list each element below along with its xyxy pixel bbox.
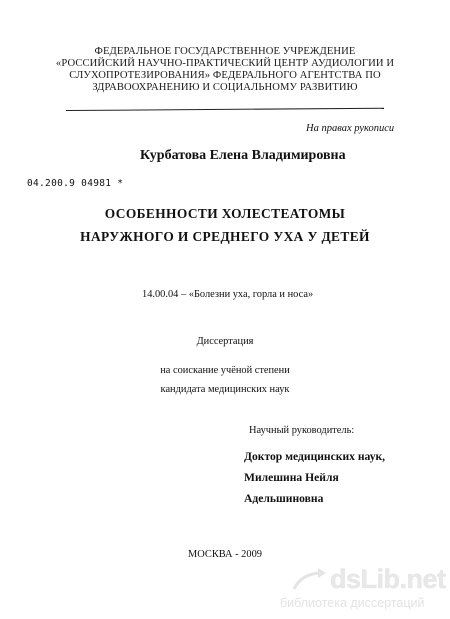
- author-name: Курбатова Елена Владимировна: [140, 148, 346, 163]
- supervisor-degree: Доктор медицинских наук,: [244, 450, 386, 463]
- title-line-1: ОСОБЕННОСТИ ХОЛЕСТЕАТОМЫ: [104, 206, 346, 221]
- title-line-2: НАРУЖНОГО И СРЕДНЕГО УХА У ДЕТЕЙ: [80, 229, 370, 244]
- watermark: [282, 560, 448, 616]
- supervisor-label: Научный руководитель:: [249, 425, 355, 436]
- rights-note: На правах рукописи: [306, 123, 395, 134]
- supervisor-name-line-1: Милешина Нейля: [244, 471, 339, 484]
- watermark-arrow-icon: [292, 567, 328, 593]
- degree-line-1: на соискание учёной степени: [160, 365, 290, 376]
- header-divider: [66, 108, 384, 111]
- supervisor-name-line-2: Адельшиновна: [244, 492, 324, 505]
- institution-line-2: «РОССИЙСКИЙ НАУЧНО-ПРАКТИЧЕСКИЙ ЦЕНТР АУДИОЛОГИИ И: [55, 58, 395, 69]
- document-type: Диссертация: [196, 336, 254, 347]
- watermark-logo: dsLib.net: [330, 564, 446, 594]
- degree-line-2: кандидата медицинских наук: [160, 384, 290, 395]
- specialty: 14.00.04 – «Болезни уха, горла и носа»: [142, 289, 314, 300]
- city-year: МОСКВА - 2009: [188, 549, 262, 560]
- institution-line-3: СЛУХОПРОТЕЗИРОВАНИЯ» ФЕДЕРАЛЬНОГО АГЕНТСТВА ПО: [69, 70, 381, 81]
- institution-line-4: ЗДРАВООХРАНЕНИЮ И СОЦИАЛЬНОМУ РАЗВИТИЮ: [92, 82, 358, 93]
- institution-line-1: ФЕДЕРАЛЬНОЕ ГОСУДАРСТВЕННОЕ УЧРЕЖДЕНИЕ: [94, 46, 356, 57]
- registration-number: 04.200.9 04981 *: [27, 178, 124, 189]
- watermark-tagline: библиотека диссертаций: [280, 596, 425, 610]
